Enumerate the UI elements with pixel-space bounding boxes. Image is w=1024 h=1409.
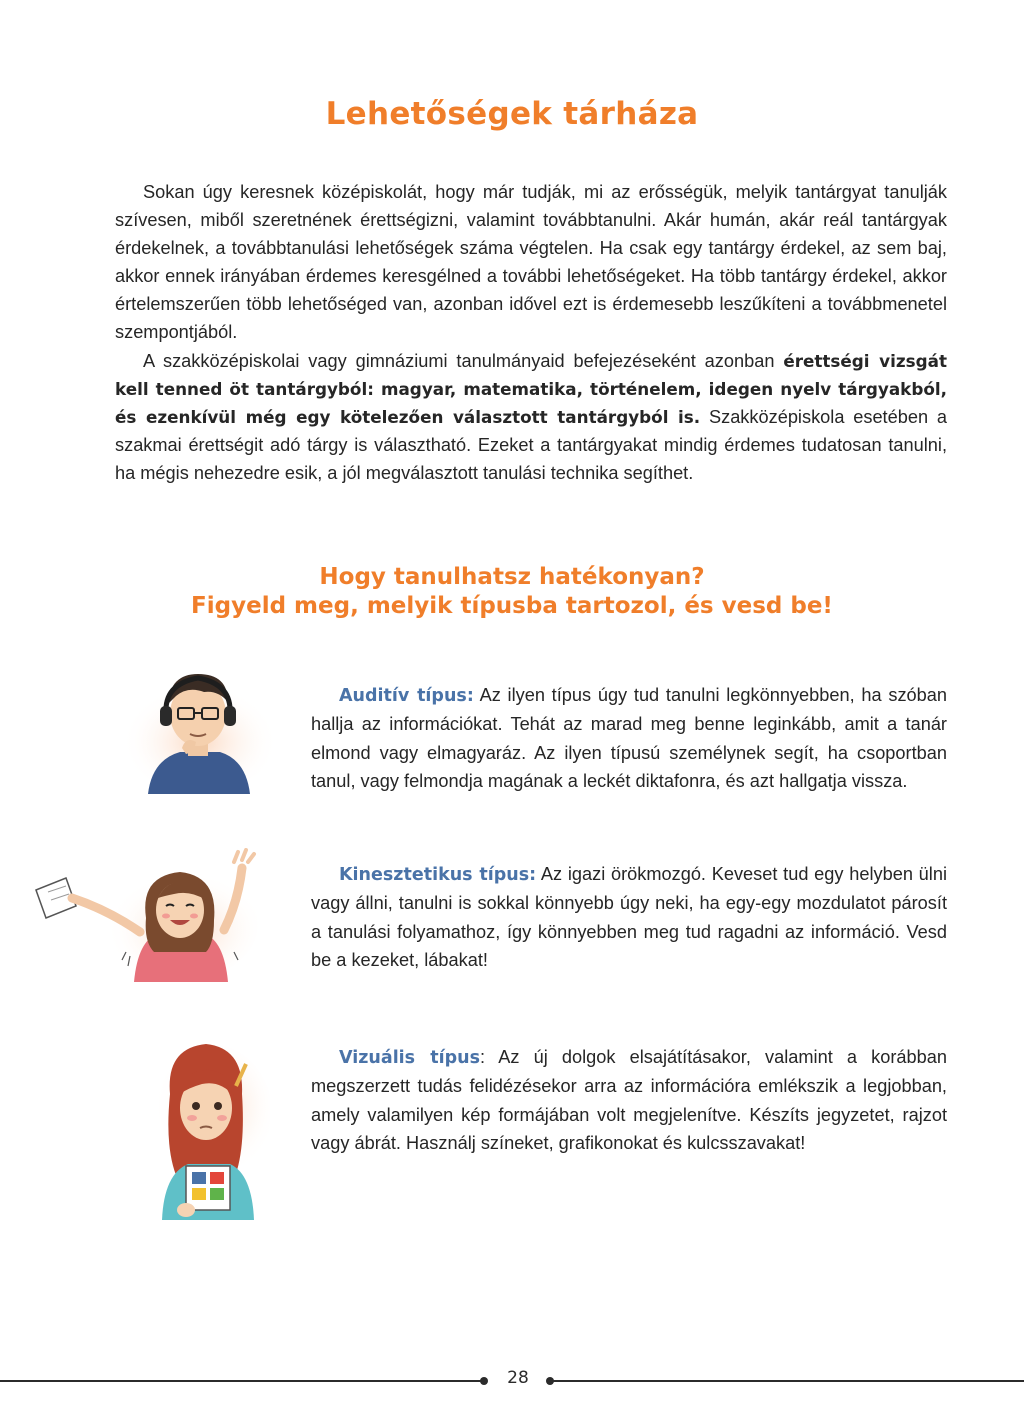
auditory-type-name: Auditív típus: — [339, 686, 474, 706]
auditory-type-paragraph — [311, 681, 947, 795]
footer-line-left — [0, 1380, 482, 1382]
section-heading-line-2: Figyeld meg, melyik típusba tartozol, és vesd be! — [191, 593, 833, 619]
intro-text — [115, 178, 947, 487]
visual-type-name: Vizuális típus — [339, 1048, 481, 1068]
intro-p2-start: A szakközépiskolai vagy gimnáziumi tanulmányaid befejezéseként azonban — [143, 350, 784, 371]
section-heading — [0, 563, 1024, 621]
intro-paragraph-2 — [115, 347, 947, 487]
footer-line-right — [550, 1380, 1024, 1382]
footer-dot-left — [480, 1377, 488, 1385]
kinesthetic-type-description — [311, 860, 947, 974]
kinesthetic-type-text: Az igazi örökmozgó. Keveset tud egy helyben ülni vagy állni, tanulni is sokkal könnyebb úgy neki, ha egy-egy mozdulatot párosít a tanulási folyamathoz, így könnyebben meg tud ragadni az információ. Vesd be a kezeket, lábakat! — [311, 864, 947, 970]
intro-p2-end: Szakközépiskola esetében a szakmai érettségit adó tárgy is választható. Ezeket a tantárgyakat mindig érdemes tudatosan tanulni, ha mégis nehezedre esik, a jól megválasztott tanulási technika segíthet. — [115, 406, 947, 483]
intro-paragraph-1: Sokan úgy keresnek középiskolát, hogy már tudják, mi az erősségük, melyik tantárgyat tanulják szívesen, miből szeretnének érettségizni, valamint továbbtanulni. Akár humán, akár reál tantárgyak érdekelnek, a továbbtanulási lehetőségek száma végtelen. Ha csak egy tantárgy érdekel, az sem baj, akkor ennek irányában érdemes keresgélned a további lehetőségeket. Ha több tantárgy érdekel, akkor értelemszerűen több lehetőséged van, azonban idővel ezt is érdemesebb leszűkíteni a továbbmenetel szempontjából. — [115, 182, 947, 343]
visual-type-paragraph — [311, 1043, 947, 1157]
kinesthetic-girl-illustration — [28, 848, 268, 984]
intro-p2-bold: érettségi vizsgát kell tenned öt tantárgyból: magyar, matematika, történelem, idegen nyelv tárgyakból, és ezenkívül még egy kötelezően választott tantárgyból is. — [115, 350, 947, 427]
section-heading-line-1: Hogy tanulhatsz hatékonyan? — [319, 564, 705, 590]
visual-girl-illustration — [140, 1034, 270, 1224]
page-title: Lehetőségek tárháza — [325, 96, 699, 132]
visual-type-description — [311, 1043, 947, 1157]
visual-type-text: : Az új dolgok elsajátításakor, valamint a korábban megszerzett tudás felidézésekor arra az információra emlékszik a legjobban, amely valamilyen kép formájában volt megjelenítve. Készíts jegyzetet, rajzot vagy ábrát. Használj színeket, grafikonokat és kulcsszavakat! — [311, 1047, 947, 1153]
kinesthetic-type-paragraph — [311, 860, 947, 974]
page-number: 28 — [507, 1368, 529, 1388]
auditory-type-text: Az ilyen típus úgy tud tanulni legkönnyebben, ha szóban hallja az információkat. Tehát az marad meg benne leginkább, amit a tanár elmond vagy elmagyaráz. Az ilyen típusú személynek segít, ha csoportban tanul, vagy felmondja magának a leckét diktafonra, és azt hallgatja vissza. — [311, 685, 948, 791]
auditory-boy-illustration — [118, 656, 278, 796]
kinesthetic-type-name: Kinesztetikus típus: — [339, 865, 537, 885]
auditory-type-description — [311, 681, 947, 795]
